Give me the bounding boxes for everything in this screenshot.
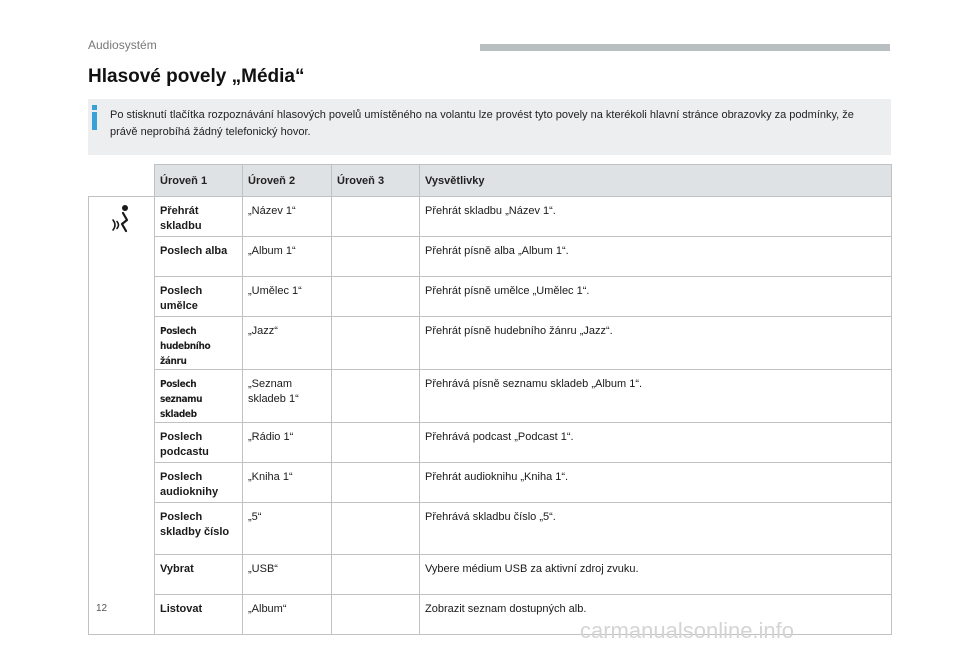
table-header-cell: Úroveň 1: [155, 165, 243, 197]
level3-cell: [332, 370, 420, 423]
level1-cell: Poslech hudebního žánru: [155, 317, 243, 370]
info-note-text: Po stisknutí tlačítka rozpoznávání hlasových povelů umístěného na volantu lze provést tyto povely na kterékoli hlavní stránce obrazovky za podmínky, že právě neprobíhá žádný telefonický hovor.: [110, 109, 854, 138]
level1-cell: Poslech alba: [155, 237, 243, 277]
level1-cell: Přehrát skladbu: [155, 197, 243, 237]
icon-column: [89, 197, 155, 635]
info-icon-bar: [92, 112, 97, 130]
table-header-row: [89, 165, 892, 197]
level2-cell: „Seznam skladeb 1“: [243, 370, 332, 423]
description-cell: Přehrát písně alba „Album 1“.: [420, 237, 892, 277]
table-row: [89, 423, 892, 463]
description-cell: Přehrává podcast „Podcast 1“.: [420, 423, 892, 463]
level2-cell: „Umělec 1“: [243, 277, 332, 317]
table-header-blank: [89, 165, 155, 197]
table-header-cell: Úroveň 3: [332, 165, 420, 197]
level1-cell: Poslech umělce: [155, 277, 243, 317]
info-note: [88, 99, 891, 155]
level2-cell: „Kniha 1“: [243, 463, 332, 503]
info-icon: [92, 105, 97, 110]
level1-cell: Vybrat: [155, 555, 243, 595]
description-cell: Přehrává skladbu číslo „5“.: [420, 503, 892, 555]
table-header-cell: Vysvětlivky: [420, 165, 892, 197]
level1-cell: Poslech seznamu skladeb: [155, 370, 243, 423]
page-number: 12: [96, 603, 108, 614]
level2-cell: „Jazz“: [243, 317, 332, 370]
table-row: [89, 197, 892, 237]
level2-cell: „Album“: [243, 595, 332, 635]
level2-cell: „Rádio 1“: [243, 423, 332, 463]
level3-cell: [332, 197, 420, 237]
watermark: carmanualsonline.info: [580, 618, 795, 643]
level2-cell: „Název 1“: [243, 197, 332, 237]
table-row: [89, 277, 892, 317]
table-row: [89, 237, 892, 277]
level3-cell: [332, 595, 420, 635]
level1-cell: Poslech audioknihy: [155, 463, 243, 503]
description-cell: Zobrazit seznam dostupných alb.: [420, 595, 892, 635]
level2-cell: „5“: [243, 503, 332, 555]
table-row: [89, 463, 892, 503]
level3-cell: [332, 237, 420, 277]
table-row: [89, 555, 892, 595]
table-row: [89, 370, 892, 423]
level3-cell: [332, 423, 420, 463]
level1-cell: Poslech skladby číslo: [155, 503, 243, 555]
voice-commands-table: [88, 164, 892, 635]
description-cell: Přehrává písně seznamu skladeb „Album 1“.: [420, 370, 892, 423]
level3-cell: [332, 317, 420, 370]
level3-cell: [332, 555, 420, 595]
description-cell: Přehrát písně umělce „Umělec 1“.: [420, 277, 892, 317]
level3-cell: [332, 463, 420, 503]
section-title: Audiosystém: [88, 38, 157, 52]
description-cell: Přehrát skladbu „Název 1“.: [420, 197, 892, 237]
description-cell: Přehrát písně hudebního žánru „Jazz“.: [420, 317, 892, 370]
level2-cell: „Album 1“: [243, 237, 332, 277]
table-header-cell: Úroveň 2: [243, 165, 332, 197]
description-cell: Vybere médium USB za aktivní zdroj zvuku.: [420, 555, 892, 595]
level3-cell: [332, 277, 420, 317]
level1-cell: Poslech podcastu: [155, 423, 243, 463]
page-title: Hlasové povely „Média“: [88, 66, 305, 87]
voice-command-icon: [108, 203, 136, 233]
level1-cell: Listovat: [155, 595, 243, 635]
level2-cell: „USB“: [243, 555, 332, 595]
level3-cell: [332, 503, 420, 555]
table-row: [89, 317, 892, 370]
description-cell: Přehrát audioknihu „Kniha 1“.: [420, 463, 892, 503]
header-divider: [480, 44, 890, 51]
table-row: [89, 503, 892, 555]
